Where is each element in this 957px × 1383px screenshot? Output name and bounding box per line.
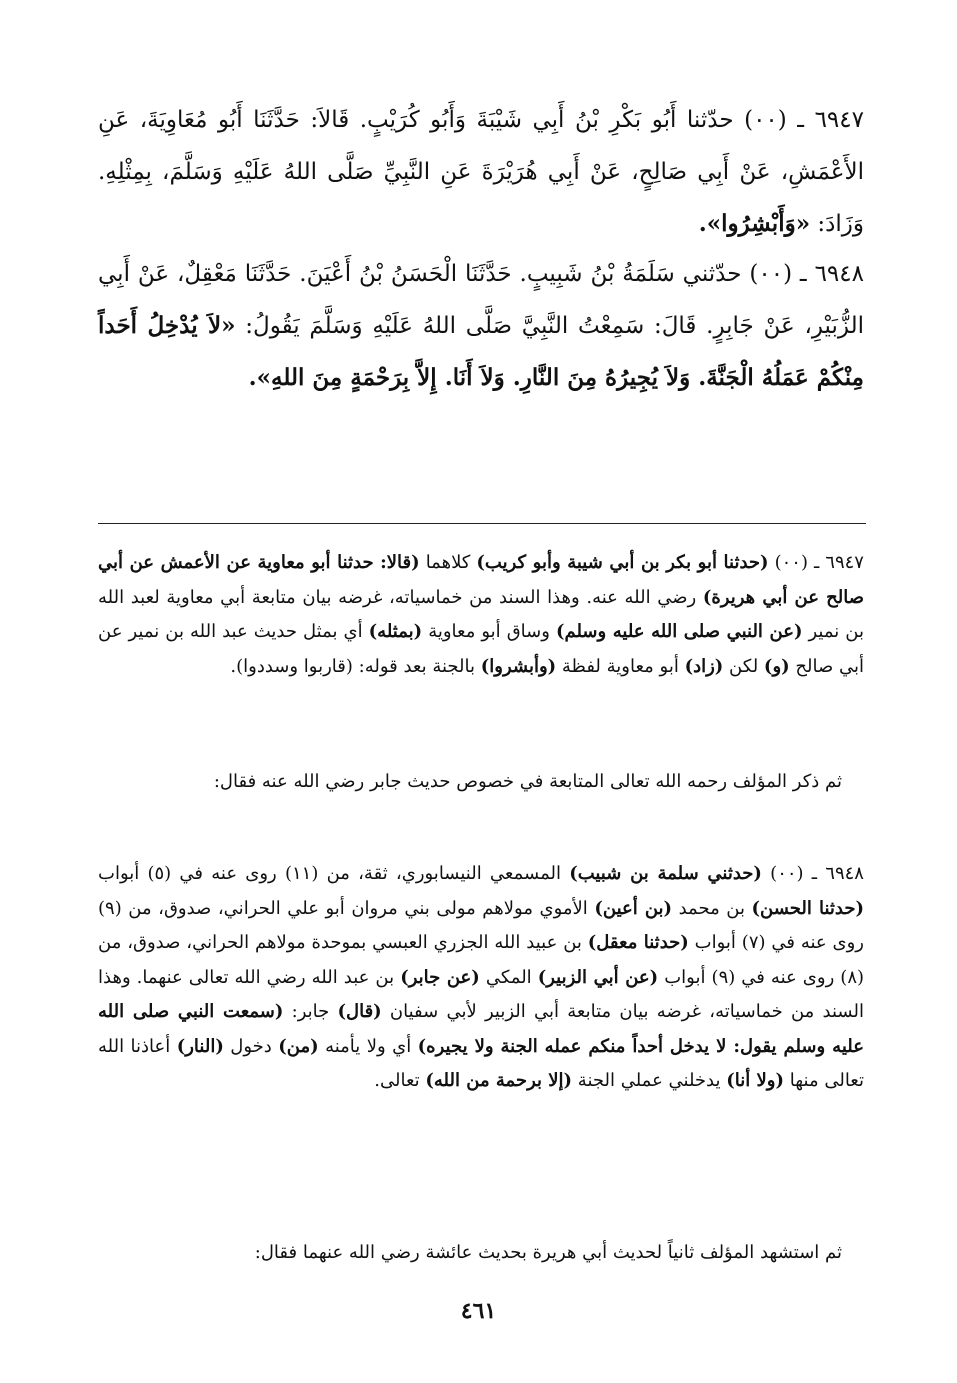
commentary-text: بن محمد [678,897,745,919]
commentary-text: (زاد) [684,655,724,677]
commentary-ref: (٠٠) [774,552,808,573]
commentary-text: (حدثني سلمة بن شبيب) [569,863,762,884]
commentary-text: (إلا برحمة من الله) [425,1070,573,1091]
commentary-text: وساق أبو معاوية [428,621,550,642]
commentary-text: بن عبد الله رضي الله تعالى عنهما. وهذا السند من خماسياته، غرضه بيان متابعة أبي الزبير لأبي سفيان [98,966,864,1022]
hadith-6948: ٦٩٤٨ ـ (٠٠) حدّثني سَلَمَةُ بْنُ شَبِيبٍ. حَدَّثَنَا الْحَسَنُ بْنُ أَعْيَنَ. حَدَّثَنَا مَعْقِلٌ، عَنْ أَبِي الزُّبَيْرِ، عَنْ جَابِرٍ. قَالَ: سَمِعْتُ النَّبِيَّ صَلَّى اللهُ عَلَيْهِ وَسَلَّمَ يَقُولُ: «لاَ يُدْخِلُ أَحَداً مِنْكُمْ عَمَلُهُ الْجَنَّةَ. وَلاَ يُجِيرُهُ مِنَ النَّارِ. وَلاَ أَنَا. إِلاَّ بِرَحْمَةٍ مِنَ اللهِ». [98,261,864,391]
commentary-text: أعاذنا الله تعالى منها [98,1035,864,1091]
commentary-text: أي بمثل حديث عبد الله بن نمير عن أبي صالح [98,621,864,677]
commentary-text: (حدثنا أبو بكر بن أبي شيبة وأبو كريب) [476,552,769,573]
commentary-text: ثم استشهد المؤلف ثانياً لحديث أبي هريرة بحديث عائشة رضي الله عنهما فقال: [254,1242,842,1263]
hadith-number: ٦٩٤٧ [814,107,864,133]
commentary-text: ثم ذكر المؤلف رحمه الله تعالى المتابعة في خصوص حديث جابر رضي الله عنه فقال: [213,771,842,792]
commentary-text: (عن النبي صلى الله عليه وسلم) [555,621,803,642]
commentary-text: الأموي مولاهم مولى بني مروان أبو علي الحراني، صدوق، من (٩) روى عنه في (٧) أبواب [98,897,864,953]
commentary-text: (سمعت النبي صلى الله عليه وسلم يقول: لا يدخل أحداً منكم عمله الجنة ولا يجيره) [98,1001,864,1057]
footnote-separator [98,523,866,524]
commentary-transition-1 [98,765,864,800]
commentary-text: (حدثنا معقل) [587,932,689,953]
commentary-text: لكن [729,655,759,677]
hadith-quote: «وَأَبْشِرُوا». [698,210,811,237]
commentary-text: تعالى. [374,1070,420,1091]
commentary-text: المسمعي النيسابوري، ثقة، من (١١) روى عنه في (٥) أبواب [98,863,561,884]
commentary-text: (و) [763,655,790,677]
hadith-number: ٦٩٤٨ [814,261,864,287]
commentary-text: جابر: [291,1001,330,1022]
hadith-ref: (٠٠) [749,261,793,287]
commentary-text: (بمثله) [368,621,423,642]
commentary-text: (عن جابر) [400,966,480,988]
commentary-text: أبو معاوية لفظة [561,655,679,677]
hadith-quote: «لاَ يُدْخِلُ أَحَداً مِنْكُمْ عَمَلُهُ الْجَنَّةَ. وَلاَ يُجِيرُهُ مِنَ النَّارِ. وَلاَ أَنَا. إِلاَّ بِرَحْمَةٍ مِنَ اللهِ». [98,312,864,391]
commentary-text: رضي الله عنه. وهذا السند من خماسياته، غرضه بيان متابعة أبي معاوية لعبد الله بن نمير [98,586,865,642]
commentary-text: كلاهما [425,552,471,573]
commentary-transition-2 [98,1236,864,1271]
commentary-ref: (٠٠) [770,863,804,884]
commentary-text: (وأبشروا) [480,655,557,677]
hadith-ref: (٠٠) [744,107,787,133]
commentary-6948: ٦٩٤٨ ـ (٠٠) (حدثني سلمة بن شبيب) المسمعي النيسابوري، ثقة، من (١١) روى عنه في (٥) أبواب (حدثنا الحسن) بن محمد (بن أعين) الأموي مولاهم مولى بني مروان أبو علي الحراني، صدوق، من (٩) روى عنه في (٧) أبواب (حدثنا معقل) بن عبيد الله الجزري العبسي بموحدة مولاهم الحراني، صدوق، من (٨) روى عنه في (٩) أبواب (عن أبي الزبير) المكي (عن جابر) بن عبد الله رضي الله تعالى عنهما. وهذا السند من خماسياته، غرضه بيان متابعة أبي الزبير لأبي سفيان (قال) جابر: (سمعت النبي صلى الله عليه وسلم يقول: لا يدخل أحداً منكم عمله الجنة ولا يجيره) أي ولا يأمنه (من) دخول (النار) أعاذنا الله تعالى منها (ولا أنا) يدخلني عملي الجنة (إلا برحمة من الله) تعالى. [98,863,865,1091]
commentary-text: (قالا: حدثنا أبو معاوية عن الأعمش عن أبي صالح عن أبي هريرة) [98,552,864,608]
page-number: ٤٦١ [460,1298,497,1324]
hadith-6947: ٦٩٤٧ ـ (٠٠) حدّثنا أَبُو بَكْرِ بْنُ أَبِي شَيْبَةَ وَأَبُو كُرَيْبٍ. قَالاَ: حَدَّثَنَا أَبُو مُعَاوِيَةَ، عَنِ الأَعْمَشِ، عَنْ أَبِي صَالِحٍ، عَنْ أَبِي هُرَيْرَةَ عَنِ النَّبِيِّ صَلَّى اللهُ عَلَيْهِ وَسَلَّمَ، بِمِثْلِهِ. وَزَادَ: «وَأَبْشِرُوا». [98,107,864,237]
commentary-text: (من) [278,1035,319,1057]
commentary-6947: ٦٩٤٧ ـ (٠٠) (حدثنا أبو بكر بن أبي شيبة وأبو كريب) كلاهما (قالا: حدثنا أبو معاوية عن الأعمش عن أبي صالح عن أبي هريرة) رضي الله عنه. وهذا السند من خماسياته، غرضه بيان متابعة أبي معاوية لعبد الله بن نمير (عن النبي صلى الله عليه وسلم) وساق أبو معاوية (بمثله) أي بمثل حديث عبد الله بن نمير عن أبي صالح (و) لكن (زاد) أبو معاوية لفظة (وأبشروا) بالجنة بعد قوله: (قاربوا وسددوا). [98,552,865,677]
commentary-text: (حدثنا الحسن) [751,897,864,919]
commentary-text: المكي [485,966,532,988]
commentary-text: بالجنة بعد قوله: (قاربوا وسددوا). [230,655,476,677]
commentary-text: (قال) [337,1001,382,1022]
commentary-number: ٦٩٤٧ [825,552,864,573]
commentary-text: (عن أبي الزبير) [537,966,659,988]
commentary-text: (ولا أنا) [726,1070,785,1091]
commentary-text: (بن أعين) [594,897,673,919]
commentary-text: دخول [230,1035,272,1057]
commentary-text: أي ولا يأمنه [325,1035,412,1057]
commentary-text: يدخلني عملي الجنة [577,1070,721,1091]
commentary-number: ٦٩٤٨ [825,863,864,884]
commentary-text: (النار) [176,1035,224,1057]
hadith-text: حدّثنا أَبُو بَكْرِ بْنُ أَبِي شَيْبَةَ وَأَبُو كُرَيْبٍ. قَالاَ: حَدَّثَنَا أَبُو مُعَاوِيَةَ، عَنِ الأَعْمَشِ، عَنْ أَبِي صَالِحٍ، عَنْ أَبِي هُرَيْرَةَ عَنِ النَّبِيِّ صَلَّى اللهُ عَلَيْهِ وَسَلَّمَ، بِمِثْلِهِ. وَزَادَ: [98,107,864,237]
commentary-text: بن عبيد الله الجزري العبسي بموحدة مولاهم الحراني، صدوق، من (٨) روى عنه في (٩) أبواب [98,932,865,988]
hadith-text: حدّثني سَلَمَةُ بْنُ شَبِيبٍ. حَدَّثَنَا الْحَسَنُ بْنُ أَعْيَنَ. حَدَّثَنَا مَعْقِلٌ، عَنْ أَبِي الزُّبَيْرِ، عَنْ جَابِرٍ. قَالَ: سَمِعْتُ النَّبِيَّ صَلَّى اللهُ عَلَيْهِ وَسَلَّمَ يَقُولُ: [98,261,864,339]
